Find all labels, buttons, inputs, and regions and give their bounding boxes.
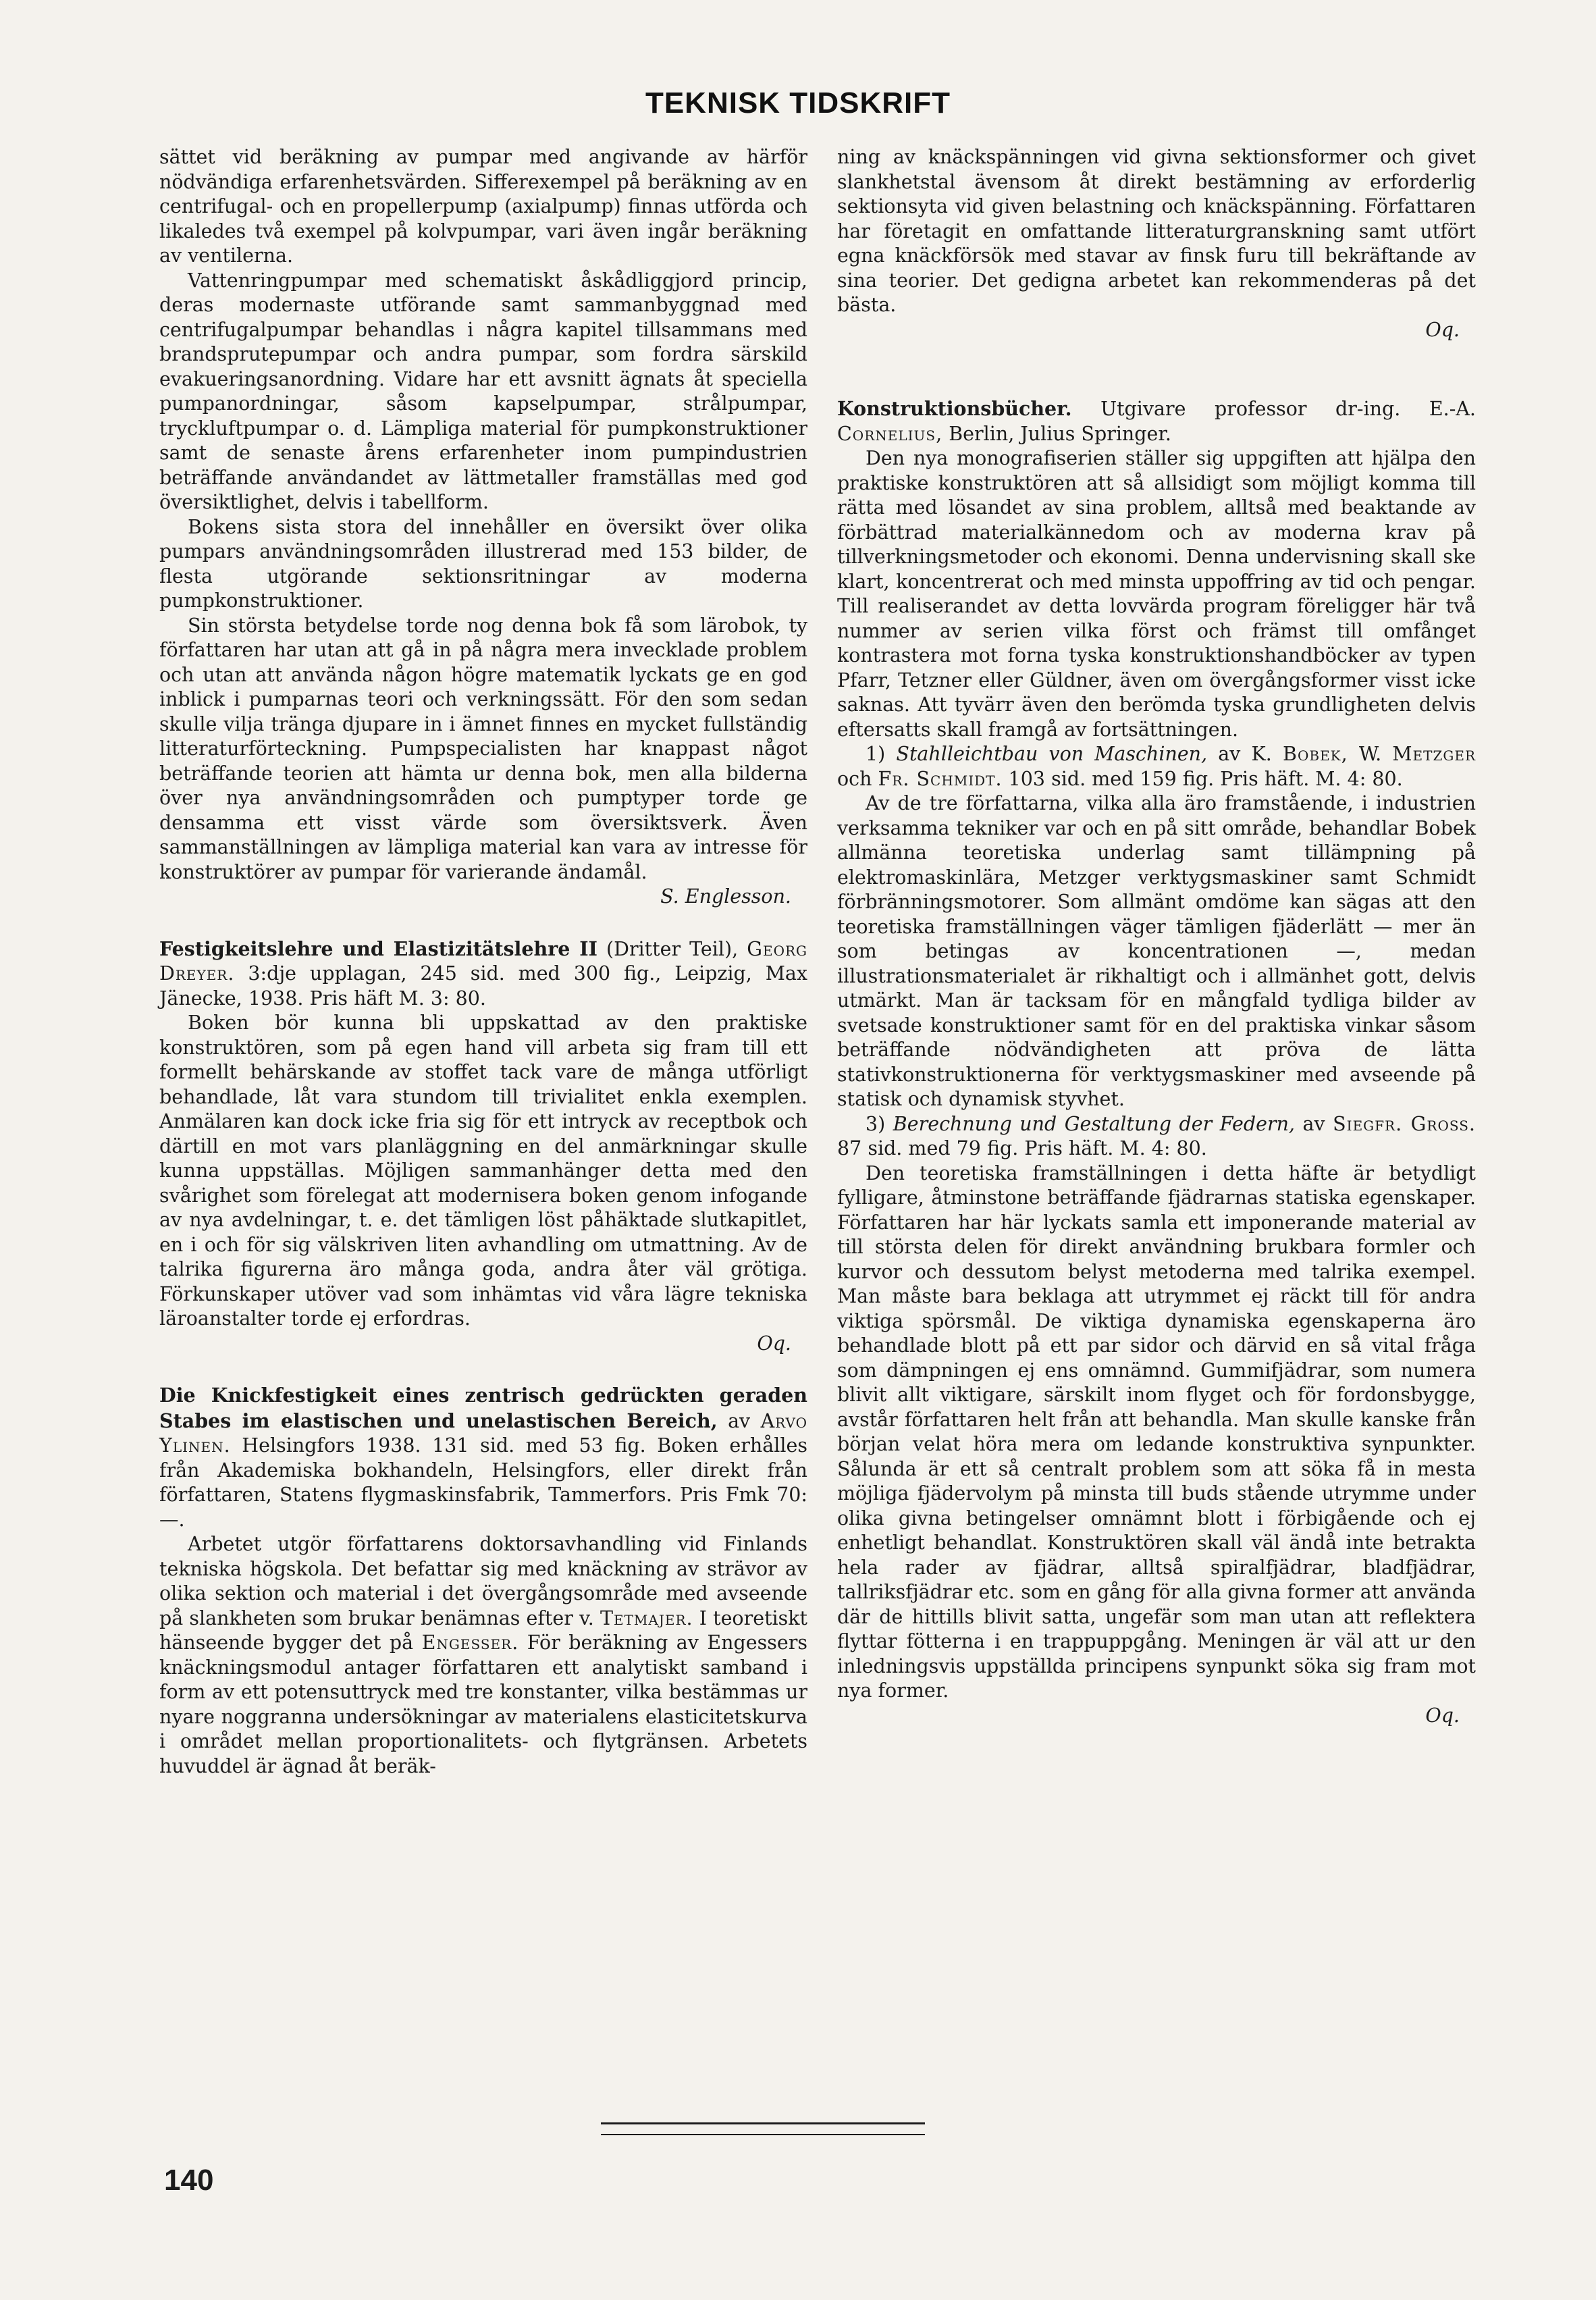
book-3-av: av [1302, 1112, 1325, 1135]
review-festigkeit-signature: Oq. [757, 1332, 791, 1355]
review-knick-continuation: ning av knäckspänningen vid givna sektionsformer och givet slankhetstal ävensom åt direkt bestämning av erforderlig sektionsyta vid given belastning och knäckspänning. Författaren har företagit en omfattande litteraturgranskning samt utfört egna knäckförsök med stavar av finsk furu till bekräftande av sina teorier. Det gedigna arbetet kan rekommenderas på det bästa. [837, 146, 1476, 316]
review-knick-author: Arvo Ylinen. [159, 1409, 808, 1457]
review-festigkeit-details: 3:dje upplagan, 245 sid. med 300 fig., Leipzig, Max Jänecke, 1938. Pris häft M. 3: 80. [159, 962, 807, 1010]
review-festigkeit-heading [159, 937, 807, 1012]
review-festigkeit-author: Georg Dreyer. [159, 937, 808, 985]
book-1-bobek: Bobek, [1283, 743, 1348, 765]
review-knick-signature: Oq. [1425, 318, 1460, 341]
review-konstruktion-signature: Oq. [1425, 1704, 1460, 1727]
review-konstruktion-paragraph-1: Den nya monografiserien ställer sig uppgiften att hjälpa den praktiske konstruktören att så allsidigt som möjligt komma till rätta med lösandet av sina problem, alltså med beaktande av förbättrad materialkännedom och av moderna krav på tillverkningsmetoder och ekonomi. Denna undervisning skall ske klart, koncentrerat och med minsta uppoffring av tid och pengar. Till realiserandet av detta lovvärda program föreligger här två nummer av serien vilka först och främst till omfånget kontrastera mot forna tyska konstruktionshandböcker av typen Pfarr, Tetzner eller Güldner, även om övergångsformer visst icke saknas. Att tyvärr även den berömda tyska grundligheten delvis eftersatts skall framgå av fortsättningen. [837, 447, 1476, 741]
review-pump-paragraph-3: Bokens sista stora del innehåller en översikt över olika pumpars användningsområden illustrerad med 153 bilder, de flesta utgörande sektionsritningar av moderna pumpkonstruktioner. [159, 515, 807, 612]
book-1-och: och [837, 767, 872, 790]
review-knick-paragraph [159, 1532, 807, 1779]
left-column [159, 145, 807, 1779]
book-3-details: 87 sid. med 79 fig. Pris häft. M. 4: 80. [837, 1137, 1207, 1159]
review-pump-signature: S. Englesson. [660, 885, 791, 908]
journal-title: TEKNISK TIDSKRIFT [645, 86, 951, 120]
review-pump-paragraph-4: Sin största betydelse torde nog denna bok få som lärobok, ty författaren har utan att gå in på några mera invecklade problem och utan att använda någon högre matematik lyckats ge en god inblick i pumparnas teori och verkningssätt. För den som sedan skulle vilja tränga djupare in i ämnet finnes en mycket fullständig litteraturförteckning. Pumpspecialisten har knappast något beträffande teorien att hämta ur denna bok, men alla bilderna över nya användningsområden och pumptyper torde ge densamma ett visst värde som översiktsverk. Även sammanställningen av lämpliga material kan vara av intresse för konstruktörer av pumpar för varierande ändamål. [159, 614, 807, 883]
book-1-w: W. [1358, 743, 1382, 765]
review-konstruktion-paragraph-2: Av de tre författarna, vilka alla äro framstående, i industrien verksamma tekniker var och en på sitt område, behandlar Bobek allmänna teoretiska underlag samt tillämpning på elektromaskinlära, Metzger verktygsmaskiner samt Schmidt förbränningsmotorer. Som allmänt omdöme kan sägas att den teoretiska framställningen väger tämligen fjäderlätt — mer än som betingas av koncentrationen —, medan illustrationsmaterialet är rikhaltigt och i allmänhet gott, delvis utmärkt. Man är tacksam för en mångfald tydliga bilder av svetsade konstruktioner samt för en del praktiska vinkar såsom beträffande nödvändigheten att pröva de lätta stativkonstruktionerna för verktygsmaskiner med avseende på statisk och dynamisk styvhet. [837, 792, 1476, 1110]
review-konstruktion-cornelius: Cornelius, [837, 422, 943, 445]
review-konstruktion-heading [837, 396, 1476, 446]
book-1-number: 1) [866, 743, 886, 765]
review-knick-title: Die Knickfestigkeit eines zentrisch gedrückten geraden Stabes im elastischen und unelastischen Bereich, [159, 1384, 807, 1432]
book-1-av: av K. [1218, 743, 1272, 765]
review-konstruktion-book-3 [837, 1112, 1476, 1161]
review-konstruktion-title: Konstruktionsbücher. [837, 397, 1072, 420]
page-number: 140 [164, 2164, 214, 2197]
book-1-details: 103 sid. med 159 fig. Pris häft. M. 4: 80. [1008, 767, 1403, 790]
end-rule [601, 2122, 925, 2135]
book-3-author: Siegfr. Gross. [1333, 1112, 1476, 1135]
review-festigkeit-paragraph: Boken bör kunna bli uppskattad av den praktiske konstruktören, som på egen hand vill arbeta sig fram till ett formellt behärskande av stoffet tack vare de många utförligt behandlade, låt vara stundom till trivialitet enkla exemplen. Anmälaren kan dock icke fria sig för ett intryck av receptbok och därtill en mot vars planläggning en del anmärkningar skulle kunna uppställas. Möjligen sammanhänger detta med den svårighet som förelegat att modernisera boken genom infogande av nya avdelningar, t. e. det tämligen löst påhäktade slutkapitlet, en i och för sig välskriven liten avhandling om utmattning. Av de talrika figurerna äro många goda, andra åter väl grötiga. Förkunskaper utöver vad som inhämtas vid våra lägre tekniska läroanstalter torde ej erfordras. [159, 1012, 807, 1330]
review-knick-tetmajer: Tetmajer. [600, 1606, 693, 1629]
review-konstruktion-publisher: Berlin, Julius Springer. [949, 422, 1171, 445]
review-knick-by: av [728, 1409, 751, 1432]
review-festigkeit-title: Festigkeitslehre und Elastizitätslehre II [159, 937, 597, 960]
book-3-title: Berechnung und Gestaltung der Federn, [893, 1112, 1295, 1135]
review-knick-text-b: I teoretiskt hänseende bygger det på [159, 1606, 807, 1654]
review-konstruktion-book-1 [837, 742, 1476, 791]
review-knick-engesser: Engesser. [421, 1631, 519, 1654]
review-knick-heading [159, 1383, 807, 1532]
review-festigkeit-part: (Dritter Teil), [606, 937, 739, 960]
review-pump-paragraph-1: sättet vid beräkning av pumpar med angivande av härför nödvändiga erfarenhetsvärden. Sifferexempel på beräkning av en centrifugal- och en propellerpump (axialpump) finnas utförda och likaledes två exempel på kolvpumpar, vari även ingår beräkning av ventilerna. [159, 146, 807, 267]
review-konstruktion-editor: Utgivare professor dr-ing. E.-A. [1100, 398, 1476, 420]
book-1-metzger: Metzger [1392, 743, 1477, 765]
review-knick-text-a: Arbetet utgör författarens doktorsavhandling vid Finlands tekniska högskola. Det befattar sig med knäckning av strävor av olika sektion och material i det övergångsområde med avseende på slankheten som brukar benämnas efter v. [159, 1533, 807, 1629]
right-column [837, 145, 1476, 1728]
book-1-schmidt: Fr. Schmidt. [878, 767, 1003, 790]
book-1-title: Stahlleichtbau von Maschinen, [896, 743, 1208, 765]
book-3-number: 3) [866, 1112, 886, 1135]
review-pump-paragraph-2: Vattenringpumpar med schematiskt åskådliggjord princip, deras modernaste utförande samt sammanbyggnad med centrifugalpumpar behandlas i några kapitel tillsammans med brandsprutepumpar och andra pumpar, som fordra särskild evakueringsanordning. Vidare har ett avsnitt ägnats åt speciella pumpanordningar, såsom kapselpumpar, strålpumpar, tryckluftpumpar o. d. Lämpliga material för pumpkonstruktioner samt de senaste årens erfarenheter inom pumpindustrien beträffande användandet av lättmetaller framställas med god översiktlighet, delvis i tabellform. [159, 269, 807, 513]
review-konstruktion-paragraph-3: Den teoretiska framställningen i detta häfte är betydligt fylligare, åtminstone beträffande fjädrarnas statiska egenskaper. Författaren har här lyckats samla ett imponerande material av till största delen för direkt användning brukbara formler och kurvor och dessutom belyst metoderna med talrika exempel. Man måste bara beklaga att utrymmet ej räckt till för andra viktiga spörsmål. De viktiga dynamiska egenskaperna äro behandlade blott på ett par sidor och därvid en så vital fråga som dämpningen ej ens omnämnd. Gummifjädrar, som numera blivit allt viktigare, särskilt inom flyget och för fordonsbygge, avstår författaren helt från att behandla. Man skulle kanske från början velat höra mera om ledande konstruktiva synpunkter. Sålunda är ett så centralt problem som att söka få in mesta möjliga fjädervolym på minsta till buds stående utrymme under olika givna betingelser omnämnt blott i förbigående och ej enhetligt behandlat. Konstruktören skall väl ändå inte betrakta hela rader av fjädrar, alltså spiralfjädrar, bladfjädrar, tallriksfjädrar etc. som en gång för alla givna former att använda där de hittills blivit satta, ungefär som man utan att reflektera flyttar fötterna i en trappuppgång. Meningen är väl att ur den inledningsvis uppställda principens synpunkt söka sig fram mot nya former. [837, 1161, 1476, 1702]
review-knick-text-c: För beräkning av Engessers knäckningsmodul antager författaren ett analytiskt samband i form av ett potensuttryck med tre konstanter, vilka bestämmas ur nyare noggranna undersökningar av materialens elasticitetskurva i området mellan proportionalitets- och flytgränsen. Arbetets huvuddel är ägnad åt beräk- [159, 1631, 808, 1777]
review-knick-details: Helsingfors 1938. 131 sid. med 53 fig. Boken erhålles från Akademiska bokhandeln, Helsingfors, eller direkt från författaren, Statens flygmaskinsfabrik, Tammerfors. Pris Fmk 70: —. [159, 1434, 807, 1531]
